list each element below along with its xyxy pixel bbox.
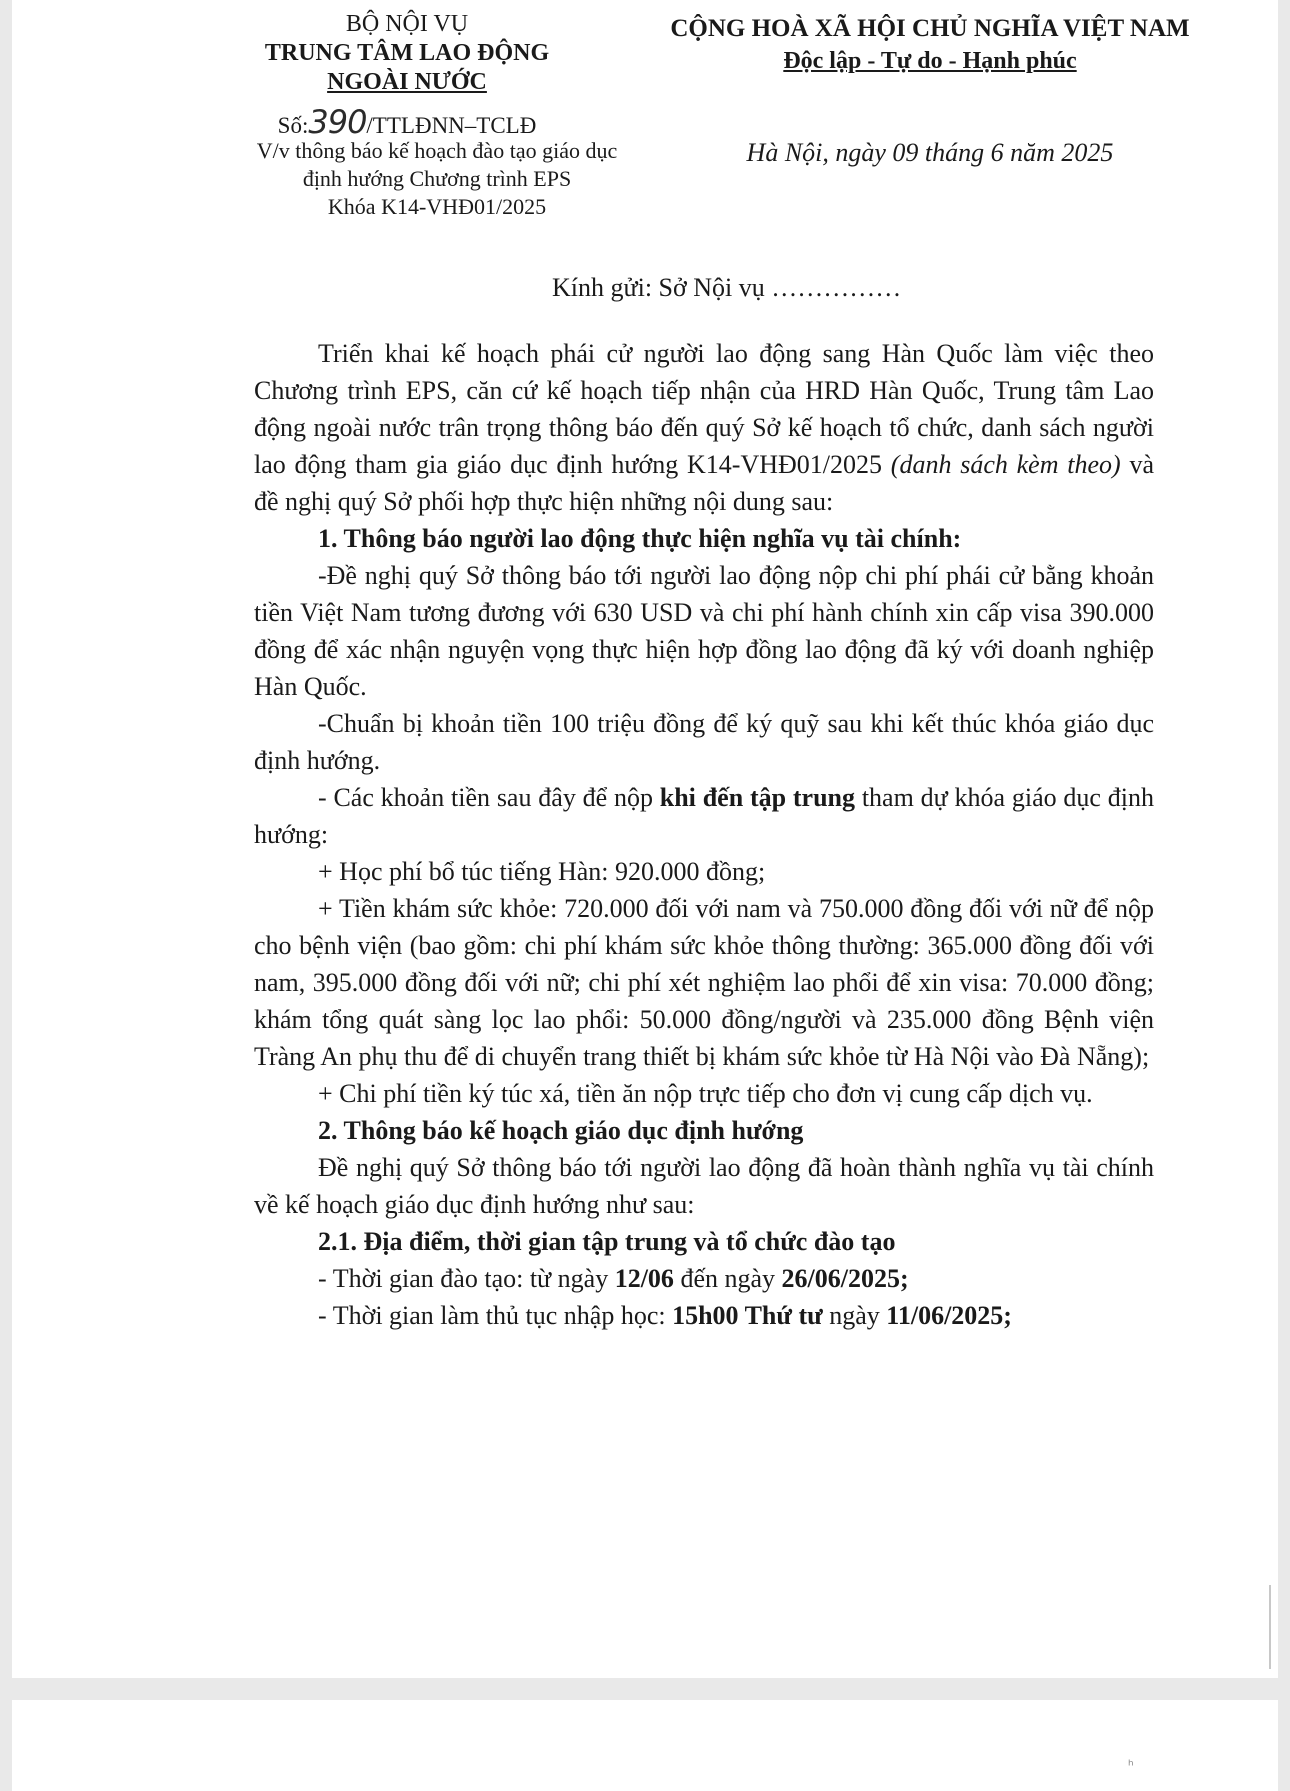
item-bold-text: khi đến tập trung [659,783,856,812]
recipient: Kính gửi: Sở Nội vụ …………… [552,273,902,302]
document-subject [222,137,652,221]
intro-paragraph [254,335,1154,520]
section-2-1-item [254,1260,1154,1297]
document-number-handwritten: 390 [308,103,367,141]
national-motto: Độc lập - Tự do - Hạnh phúc [783,48,1077,74]
section-1-title: 1. Thông báo người lao động thực hiện nghĩa vụ tài chính: [318,524,962,553]
item-text: - Thời gian làm thủ tục nhập học: [318,1301,673,1330]
subject-line: Khóa K14-VHĐ01/2025 [327,194,547,219]
page-speck: ʰ [1128,1758,1134,1774]
section-1-subitem: + Học phí bổ túc tiếng Hàn: 920.000 đồng; [318,857,766,886]
item-text: đến ngày [673,1264,782,1293]
intro-italic-note: (danh sách kèm theo) [890,450,1121,479]
section-2-title: 2. Thông báo kế hoạch giáo dục định hướng [318,1116,804,1145]
section-1-subitem: + Chi phí tiền ký túc xá, tiền ăn nộp trực tiếp cho đơn vị cung cấp dịch vụ. [318,1079,1093,1108]
section-1-subitem: + Tiền khám sức khỏe: 720.000 đối với nam và 750.000 đồng đối với nữ để nộp cho bệnh viện (bao gồm: chi phí khám sức khỏe thông thường: 365.000 đồng đối với nam, 395.000 đồng đối với nữ; chi phí xét nghiệm lao phổi để xin visa: 70.000 đồng; khám tổng quát sàng lọc lao phổi: 50.000 đồng/người và 235.000 đồng Bệnh viện Tràng An phụ thu để di chuyển trang thiết bị khám sức khỏe từ Hà Nội vào Đà Nẵng); [254,894,1154,1071]
section-1-item: -Chuẩn bị khoản tiền 100 triệu đồng để ký quỹ sau khi kết thúc khóa giáo dục định hướng. [254,709,1154,775]
enrollment-date: 11/06/2025; [886,1301,1012,1330]
document-number [222,103,592,141]
section-1-item [254,779,1154,853]
enrollment-time: 15h00 Thứ tư [672,1301,823,1330]
item-text: - Các khoản tiền sau đây để nộp [318,783,660,812]
document-page-1 [12,0,1278,1678]
section-2-1-title: 2.1. Địa điểm, thời gian tập trung và tổ chức đào tạo [318,1227,896,1256]
item-text: - Thời gian đào tạo: từ ngày [318,1264,615,1293]
item-text: tham dự khóa giáo dục định hướng: [254,783,1154,849]
intro-text: Triển khai kế hoạch phái cử người lao động sang Hàn Quốc làm việc theo Chương trình EPS, căn cứ kế hoạch tiếp nhận của HRD Hàn Quốc, Trung tâm Lao động ngoài nước trân trọng thông báo đến quý Sở kế hoạch tổ chức, danh sách người lao động tham gia giáo dục định hướng K14-VHĐ01/2025 [254,339,1154,479]
start-date: 12/06 [614,1264,674,1293]
section-2-1-item [254,1297,1154,1334]
country-name: CỘNG HOÀ XÃ HỘI CHỦ NGHĨA VIỆT NAM [670,15,1190,42]
document-number-suffix: /TTLĐNN–TCLĐ [366,113,537,138]
document-page-2 [12,1700,1278,1791]
subject-line: V/v thông báo kế hoạch đào tạo giáo dục [256,138,618,163]
national-header [640,12,1220,78]
document-body [254,335,1154,1334]
center-name-line2: NGOÀI NƯỚC [327,69,487,95]
subject-line: định hướng Chương trình EPS [302,166,572,191]
intro-text-end: và đề nghị quý Sở phối hợp thực hiện những nội dung sau: [254,450,1154,516]
document-number-prefix: Số: [277,113,309,138]
page-edge-mark [1269,1585,1271,1669]
end-date: 26/06/2025; [781,1264,909,1293]
issuing-agency [222,10,592,97]
section-2-paragraph: Đề nghị quý Sở thông báo tới người lao động đã hoàn thành nghĩa vụ tài chính về kế hoạch giáo dục định hướng như sau: [254,1153,1154,1219]
item-text: ngày [822,1301,887,1330]
dateline: Hà Nội, ngày 09 tháng 6 năm 2025 [746,138,1114,167]
center-name-line1: TRUNG TÂM LAO ĐỘNG [264,40,550,66]
ministry-name: BỘ NỘI VỤ [345,11,469,37]
section-1-item: -Đề nghị quý Sở thông báo tới người lao động nộp chi phí phái cử bằng khoản tiền Việt Nam tương đương với 630 USD và chi phí hành chính xin cấp visa 390.000 đồng để xác nhận nguyện vọng thực hiện hợp đồng lao động đã ký với doanh nghiệp Hàn Quốc. [254,561,1154,701]
